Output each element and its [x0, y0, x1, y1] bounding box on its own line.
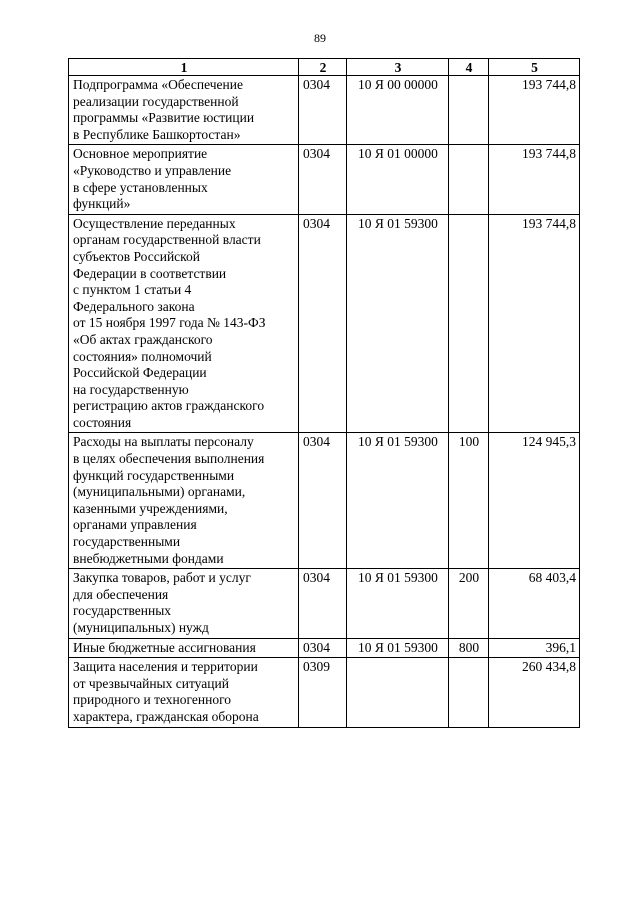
column-header-2: 2 [299, 59, 347, 76]
item-name-line: государственных [73, 603, 172, 619]
expense-type-cell: 800 [449, 638, 489, 658]
item-name-cell [69, 638, 299, 658]
item-name-line: Иные бюджетные ассигнования [73, 639, 256, 655]
target-code-cell: 10 Я 01 00000 [347, 145, 449, 214]
section-code-cell: 0304 [299, 569, 347, 638]
target-code-cell: 10 Я 01 59300 [347, 214, 449, 433]
item-name-line: органам государственной власти [73, 232, 261, 248]
table-row [69, 433, 580, 569]
section-code-cell: 0304 [299, 214, 347, 433]
item-name-line: от чрезвычайных ситуаций [73, 675, 229, 691]
column-header-4: 4 [449, 59, 489, 76]
amount-cell: 124 945,3 [489, 433, 580, 569]
item-name-line: характера, гражданская оборона [73, 708, 259, 724]
item-name-line: Российской Федерации [73, 365, 207, 381]
target-code-cell: 10 Я 01 59300 [347, 569, 449, 638]
item-name-line: Расходы на выплаты персоналу [73, 434, 254, 450]
table-header-row [69, 59, 580, 76]
item-name-line: функций государственными [73, 467, 235, 483]
table-row [69, 638, 580, 658]
item-name-line: Закупка товаров, работ и услуг [73, 570, 251, 586]
target-code-cell [347, 658, 449, 727]
table-row [69, 569, 580, 638]
item-name-line: (муниципальными) органами, [73, 484, 246, 500]
item-name-line: состояния [73, 414, 132, 430]
item-name-line: субъектов Российской [73, 248, 201, 264]
item-name-line: Федерации в соответствии [73, 265, 227, 281]
item-name-line: государственными [73, 534, 181, 550]
expense-type-cell [449, 214, 489, 433]
item-name-cell [69, 658, 299, 727]
item-name-line: в целях обеспечения выполнения [73, 451, 265, 467]
item-name-line: казенными учреждениями, [73, 500, 228, 516]
target-code-cell: 10 Я 01 59300 [347, 433, 449, 569]
item-name-line: с пунктом 1 статьи 4 [73, 282, 192, 298]
expense-type-cell [449, 658, 489, 727]
item-name-line: программы «Развитие юстиции [73, 110, 255, 126]
item-name-line: внебюджетными фондами [73, 550, 224, 566]
item-name-line: Основное мероприятие [73, 146, 208, 162]
item-name-line: для обеспечения [73, 586, 169, 602]
budget-table [68, 58, 580, 728]
column-header-1: 1 [69, 59, 299, 76]
expense-type-cell [449, 145, 489, 214]
expense-type-cell: 200 [449, 569, 489, 638]
amount-cell: 68 403,4 [489, 569, 580, 638]
amount-cell: 260 434,8 [489, 658, 580, 727]
item-name-cell [69, 569, 299, 638]
expense-type-cell [449, 76, 489, 145]
item-name-line: функций» [73, 196, 131, 212]
table-row [69, 145, 580, 214]
item-name-line: органами управления [73, 517, 197, 533]
section-code-cell: 0304 [299, 638, 347, 658]
item-name-line: реализации государственной [73, 93, 239, 109]
table-row [69, 658, 580, 727]
section-code-cell: 0304 [299, 433, 347, 569]
item-name-line: Защита населения и территории [73, 659, 258, 675]
item-name-line: в Республике Башкортостан» [73, 126, 241, 142]
item-name-line: (муниципальных) нужд [73, 620, 209, 635]
item-name-line: Подпрограмма «Обеспечение [73, 77, 243, 92]
column-header-3: 3 [347, 59, 449, 76]
target-code-cell: 10 Я 01 59300 [347, 638, 449, 658]
amount-cell: 396,1 [489, 638, 580, 658]
expense-type-cell: 100 [449, 433, 489, 569]
item-name-line: Осуществление переданных [73, 215, 236, 231]
item-name-line: от 15 ноября 1997 года № 143-ФЗ [73, 315, 266, 331]
amount-cell: 193 744,8 [489, 76, 580, 145]
column-header-5: 5 [489, 59, 580, 76]
target-code-cell: 10 Я 00 00000 [347, 76, 449, 145]
amount-cell: 193 744,8 [489, 145, 580, 214]
table-row [69, 76, 580, 145]
item-name-line: регистрацию актов гражданского [73, 398, 265, 414]
item-name-cell [69, 214, 299, 433]
amount-cell: 193 744,8 [489, 214, 580, 433]
section-code-cell: 0304 [299, 145, 347, 214]
item-name-line: Федерального закона [73, 298, 195, 314]
section-code-cell: 0309 [299, 658, 347, 727]
table-row [69, 214, 580, 433]
item-name-cell [69, 76, 299, 145]
item-name-line: «Об актах гражданского [73, 331, 213, 347]
item-name-line: состояния» полномочий [73, 348, 212, 364]
item-name-line: «Руководство и управление [73, 162, 232, 178]
table-body [69, 76, 580, 728]
item-name-line: в сфере установленных [73, 179, 208, 195]
item-name-cell [69, 145, 299, 214]
page-number: 89 [314, 31, 326, 45]
item-name-line: на государственную [73, 381, 189, 397]
item-name-line: природного и техногенного [73, 692, 232, 708]
section-code-cell: 0304 [299, 76, 347, 145]
item-name-cell [69, 433, 299, 569]
